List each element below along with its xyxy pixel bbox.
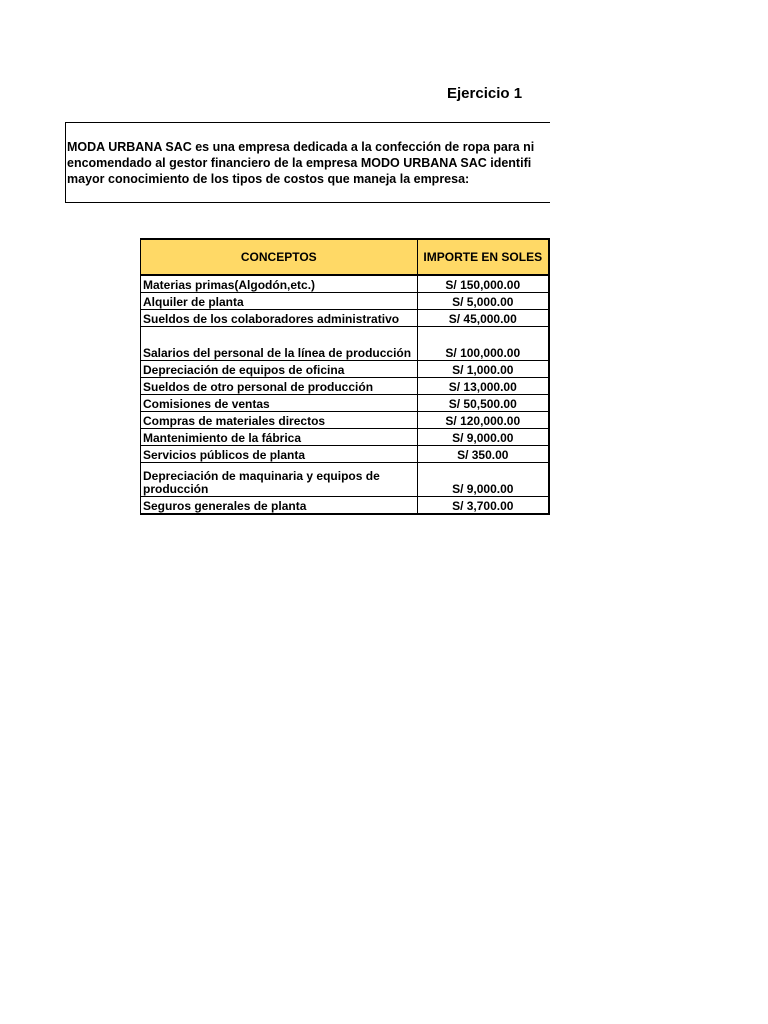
intro-line-1: MODA URBANA SAC es una empresa dedicada a la confección de ropa para ni bbox=[67, 140, 535, 154]
exercise-title: Ejercicio 1 bbox=[447, 85, 523, 102]
intro-line-2: encomendado al gestor financiero de la empresa MODO URBANA SAC identifi bbox=[67, 156, 532, 170]
table-row bbox=[141, 429, 550, 446]
concept-cell[interactable]: Alquiler de planta bbox=[141, 293, 418, 310]
header-concepts: CONCEPTOS bbox=[141, 239, 418, 275]
table-row bbox=[141, 497, 550, 515]
concept-cell[interactable]: Salarios del personal de la línea de producción bbox=[141, 327, 418, 361]
amount-cell[interactable]: S/ 9,000.00 bbox=[417, 429, 549, 446]
concept-cell[interactable]: Sueldos de los colaboradores administrativo bbox=[141, 310, 418, 327]
costs-table bbox=[140, 238, 550, 515]
table-header-row bbox=[141, 239, 550, 275]
table-row bbox=[141, 395, 550, 412]
intro-line-3: mayor conocimiento de los tipos de costos que maneja la empresa: bbox=[67, 172, 470, 186]
table-row bbox=[141, 327, 550, 361]
concept-cell[interactable]: Mantenimiento de la fábrica bbox=[141, 429, 418, 446]
table-row bbox=[141, 463, 550, 497]
intro-text-box bbox=[65, 122, 550, 203]
table-row bbox=[141, 293, 550, 310]
amount-cell[interactable]: S/ 120,000.00 bbox=[417, 412, 549, 429]
table-row bbox=[141, 361, 550, 378]
table-row bbox=[141, 378, 550, 395]
concept-cell[interactable]: Materias primas(Algodón,etc.) bbox=[141, 275, 418, 293]
amount-cell[interactable]: S/ 100,000.00 bbox=[417, 327, 549, 361]
amount-cell[interactable]: S/ 13,000.00 bbox=[417, 378, 549, 395]
concept-cell[interactable]: Depreciación de equipos de oficina bbox=[141, 361, 418, 378]
amount-cell[interactable]: S/ 5,000.00 bbox=[417, 293, 549, 310]
header-amount: IMPORTE EN SOLES bbox=[417, 239, 549, 275]
amount-cell[interactable]: S/ 9,000.00 bbox=[417, 463, 549, 497]
concept-cell[interactable]: Servicios públicos de planta bbox=[141, 446, 418, 463]
amount-cell[interactable]: S/ 150,000.00 bbox=[417, 275, 549, 293]
table-row bbox=[141, 446, 550, 463]
amount-cell[interactable]: S/ 50,500.00 bbox=[417, 395, 549, 412]
table-row bbox=[141, 412, 550, 429]
table-row bbox=[141, 275, 550, 293]
concept-cell[interactable]: Seguros generales de planta bbox=[141, 497, 418, 515]
concept-cell[interactable]: Depreciación de maquinaria y equipos de producción bbox=[141, 463, 418, 497]
concept-cell[interactable]: Comisiones de ventas bbox=[141, 395, 418, 412]
amount-cell[interactable]: S/ 45,000.00 bbox=[417, 310, 549, 327]
table-row bbox=[141, 310, 550, 327]
amount-cell[interactable]: S/ 1,000.00 bbox=[417, 361, 549, 378]
amount-cell[interactable]: S/ 350.00 bbox=[417, 446, 549, 463]
concept-cell[interactable]: Sueldos de otro personal de producción bbox=[141, 378, 418, 395]
concept-cell[interactable]: Compras de materiales directos bbox=[141, 412, 418, 429]
amount-cell[interactable]: S/ 3,700.00 bbox=[417, 497, 549, 515]
